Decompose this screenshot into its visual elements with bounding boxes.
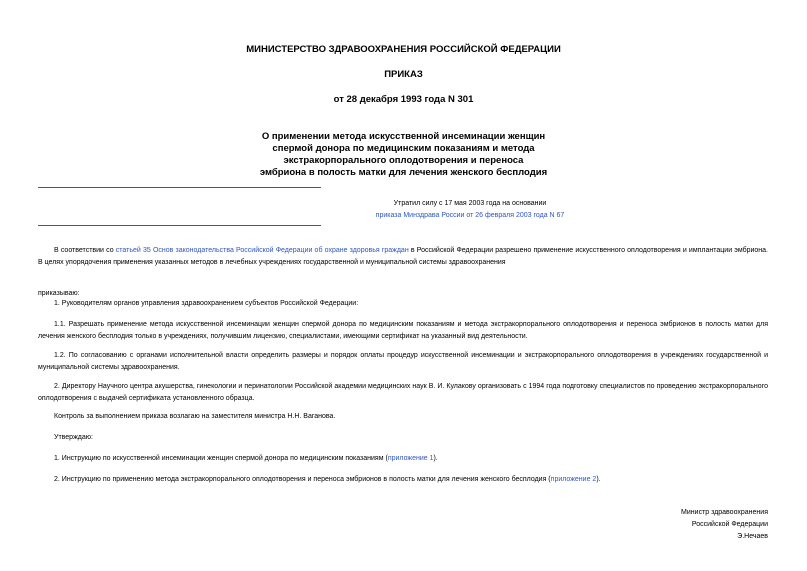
title-line: О применении метода искусственной инсеминации женщин: [261, 131, 546, 142]
paragraph-1-1-text: 1.1. Разрешать применение метода искусственной инсеминации женщин спермой донора по медицинским показаниям и метода экстракорпорального оплодотворения и переноса эмбрионов в полость матки для лечения женского бесплодия только в учреждениях, получившим лицензию, специалистами, имеющими сертификат на указанный вид деятельности.: [38, 321, 768, 340]
appendix-1-close: ).: [433, 455, 438, 462]
document-title: [0, 131, 807, 179]
ministry-heading: МИНИСТЕРСТВО ЗДРАВООХРАНЕНИЯ РОССИЙСКОЙ ФЕДЕРАЦИИ: [246, 44, 561, 55]
appendix-1-paragraph: [38, 453, 768, 465]
appendix-2-paragraph: [38, 474, 768, 486]
signature-title: Министр здравоохранения: [681, 509, 768, 516]
divider-top: [38, 187, 321, 188]
paragraph-1-1: [38, 319, 768, 343]
preamble-text-end: в Российской Федерации разрешено применение искусственного оплодотворения и имплантации эмбриона. В целях упорядочения применения указанных методов в лечебных учреждениях государственной и муниципальной системы здравоохранения: [38, 247, 769, 266]
paragraph-2: [38, 381, 768, 405]
divider-bottom: [38, 225, 321, 226]
appendix-2-close: ).: [596, 476, 601, 483]
appendix-1-link[interactable]: приложение 1: [387, 455, 434, 462]
appendix-2-link[interactable]: приложение 2: [550, 476, 597, 483]
document-type-heading: ПРИКАЗ: [384, 69, 423, 80]
title-line: экстракорпорального оплодотворения и переноса: [283, 155, 524, 166]
appendix-1-text: 1. Инструкцию по искусственной инсеминации женщин спермой донора по медицинским показаниям (: [54, 455, 388, 462]
revocation-text: Утратил силу с 17 мая 2003 года на основании: [393, 200, 547, 207]
signature-name: Э.Нечаев: [737, 533, 768, 540]
paragraph-1-2-text: 1.2. По согласованию с органами исполнительной власти определить размеры и порядок оплаты процедур искусственной инсеминации и экстракорпорального оплодотворения в учреждениях государственной и муниципальной системы здравоохранения.: [38, 352, 768, 371]
approve-paragraph: [38, 432, 768, 444]
paragraph-1-text: 1. Руководителям органов управления здравоохранением субъектов Российской Федерации:: [54, 300, 359, 307]
appendix-2-text: 2. Инструкцию по применению метода экстракорпорального оплодотворения и переноса эмбрионов в полость матки для лечения женского бесплодия (: [54, 476, 551, 483]
signature-org: Российской Федерации: [691, 521, 768, 528]
signature-block: [681, 507, 768, 543]
document-date-number: от 28 декабря 1993 года N 301: [333, 94, 474, 105]
order-word: приказываю:: [38, 290, 80, 297]
paragraph-1-2: [38, 350, 768, 374]
preamble-text-start: В соответствии со: [54, 247, 114, 254]
approve-text: Утверждаю:: [54, 434, 93, 441]
title-line: спермой донора по медицинским показаниям и метода: [272, 143, 535, 154]
paragraph-2-text: 2. Директору Научного центра акушерства, гинекологии и перинатологии Российской академии медицинских наук В. И. Кулакову организовать с 1994 года подготовку специалистов по проведению экстракорпорального оплодотворения с выдачей сертификата установленного образца.: [38, 383, 768, 402]
revocation-link[interactable]: приказа Минздрава России от 26 февраля 2003 года N 67: [375, 212, 565, 219]
paragraph-1: [38, 298, 768, 310]
revocation-note: [270, 198, 670, 222]
control-text: Контроль за выполнением приказа возлагаю на заместителя министра Н.Н. Ваганова.: [54, 413, 336, 420]
control-paragraph: [38, 411, 768, 423]
preamble-paragraph: [38, 245, 768, 269]
law-article-link[interactable]: статьей 35 Основ законодательства Российской Федерации об охране здоровья граждан: [115, 247, 409, 254]
title-line: эмбриона в полость матки для лечения женского бесплодия: [259, 167, 548, 178]
